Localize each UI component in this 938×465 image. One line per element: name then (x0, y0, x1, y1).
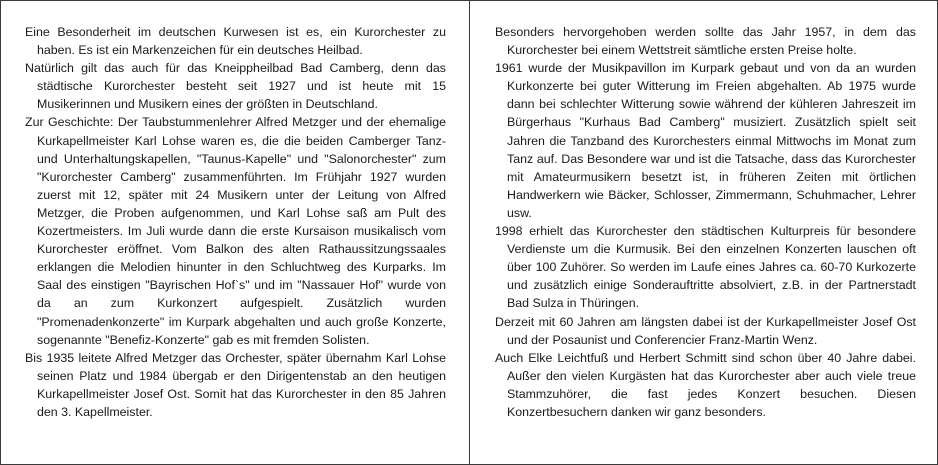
right-column (495, 23, 916, 421)
paragraph: 1961 wurde der Musikpavillon im Kurpark gebaut und von da an wurden Kurkonzerte bei guter Witterung im Freien abgehalten. Ab 1975 wurde dann bei schlechter Witterung sowie während der kühleren Jahreszeit im Bürgerhaus "Kurhaus Bad Camberg" musiziert. Zusätzlich spielt seit Jahren die Tanzband des Kurorchesters einmal Mittwochs im Monat zum Tanz auf. Das Besondere war und ist die Tatsache, dass das Kurorchester mit Amateurmusikern besetzt ist, in früheren Zeiten mit örtlichen Handwerkern wie Bäcker, Schlosser, Zimmermann, Schuhmacher, Lehrer usw. (495, 61, 916, 220)
paragraph: Auch Elke Leichtfuß und Herbert Schmitt sind schon über 40 Jahre dabei. Außer den vielen Kurgästen hat das Kurorchester aber auch viele treue Stammzuhörer, die fast jedes Konzert besuchen. Diesen Konzertbesuchern danken wir ganz besonders. (495, 350, 916, 419)
paragraph: Bis 1935 leitete Alfred Metzger das Orchester, später übernahm Karl Lohse seinen Platz und 1984 übergab er den Dirigentenstab an den heutigen Kurkapellmeister Josef Ost. Somit hat das Kurorchester in den 85 Jahren den 3. Kapellmeister. (25, 350, 446, 419)
paragraph: 1998 erhielt das Kurorchester den städtischen Kulturpreis für besondere Verdienste um die Kurmusik. Bei den einzelnen Konzerten lauschen oft über 100 Zuhörer. So werden im Laufe eines Jahres ca. 60-70 Kurkozerte und zusätzlich einige Sonderauftritte absolviert, z.B. in der Partnerstadt Bad Sulza in Thüringen. (495, 224, 916, 311)
left-column (25, 23, 446, 421)
paragraph: Zur Geschichte: Der Taubstummenlehrer Alfred Metzger und der ehemalige Kurkapellmeister Karl Lohse waren es, die die beiden Camberger Tanz- und Unterhaltungskapellen, "Taunus-Kapelle" und "Salonorchester" zum "Kurorchester Camberg" zusammenführten. Im Frühjahr 1927 wurden zuerst mit 12, später mit 24 Musikern unter der Leitung von Alfred Metzger, die Proben aufgenommen, und Karl Lohse saß am Pult des Kozertmeisters. Im Juli wurde dann die erste Kursaison musikalisch vom Kurorchester eröffnet. Vom Balkon des alten Rathaussitzungssaales erklangen die Melodien hinunter in den Schluchtweg des Kurparks. Im Saal des einstigen "Bayrischen Hof`s" und im "Nassauer Hof" wurde von da an zum Kurkonzert aufgespielt. Zusätzlich wurden "Promenadenkonzerte" im Kurpark abgehalten und auch große Konzerte, sogenannte "Benefiz-Konzerte" gab es mit fremden Solisten. (25, 115, 446, 347)
column-divider (469, 1, 470, 464)
paragraph: Eine Besonderheit im deutschen Kurwesen ist es, ein Kurorchester zu haben. Es ist ein Markenzeichen für ein deutsches Heilbad. (25, 25, 446, 58)
paragraph: Natürlich gilt das auch für das Kneippheilbad Bad Camberg, denn das städtische Kurorchester besteht seit 1927 und ist heute mit 15 Musikerinnen und Musikern eines der größten in Deutschland. (25, 61, 446, 112)
paragraph: Besonders hervorgehoben werden sollte das Jahr 1957, in dem das Kurorchester bei einem Wettstreit sämtliche ersten Preise holte. (495, 25, 916, 58)
paragraph: Derzeit mit 60 Jahren am längsten dabei ist der Kurkapellmeister Josef Ost und der Posaunist und Conferencier Franz-Martin Wenz. (495, 314, 916, 347)
